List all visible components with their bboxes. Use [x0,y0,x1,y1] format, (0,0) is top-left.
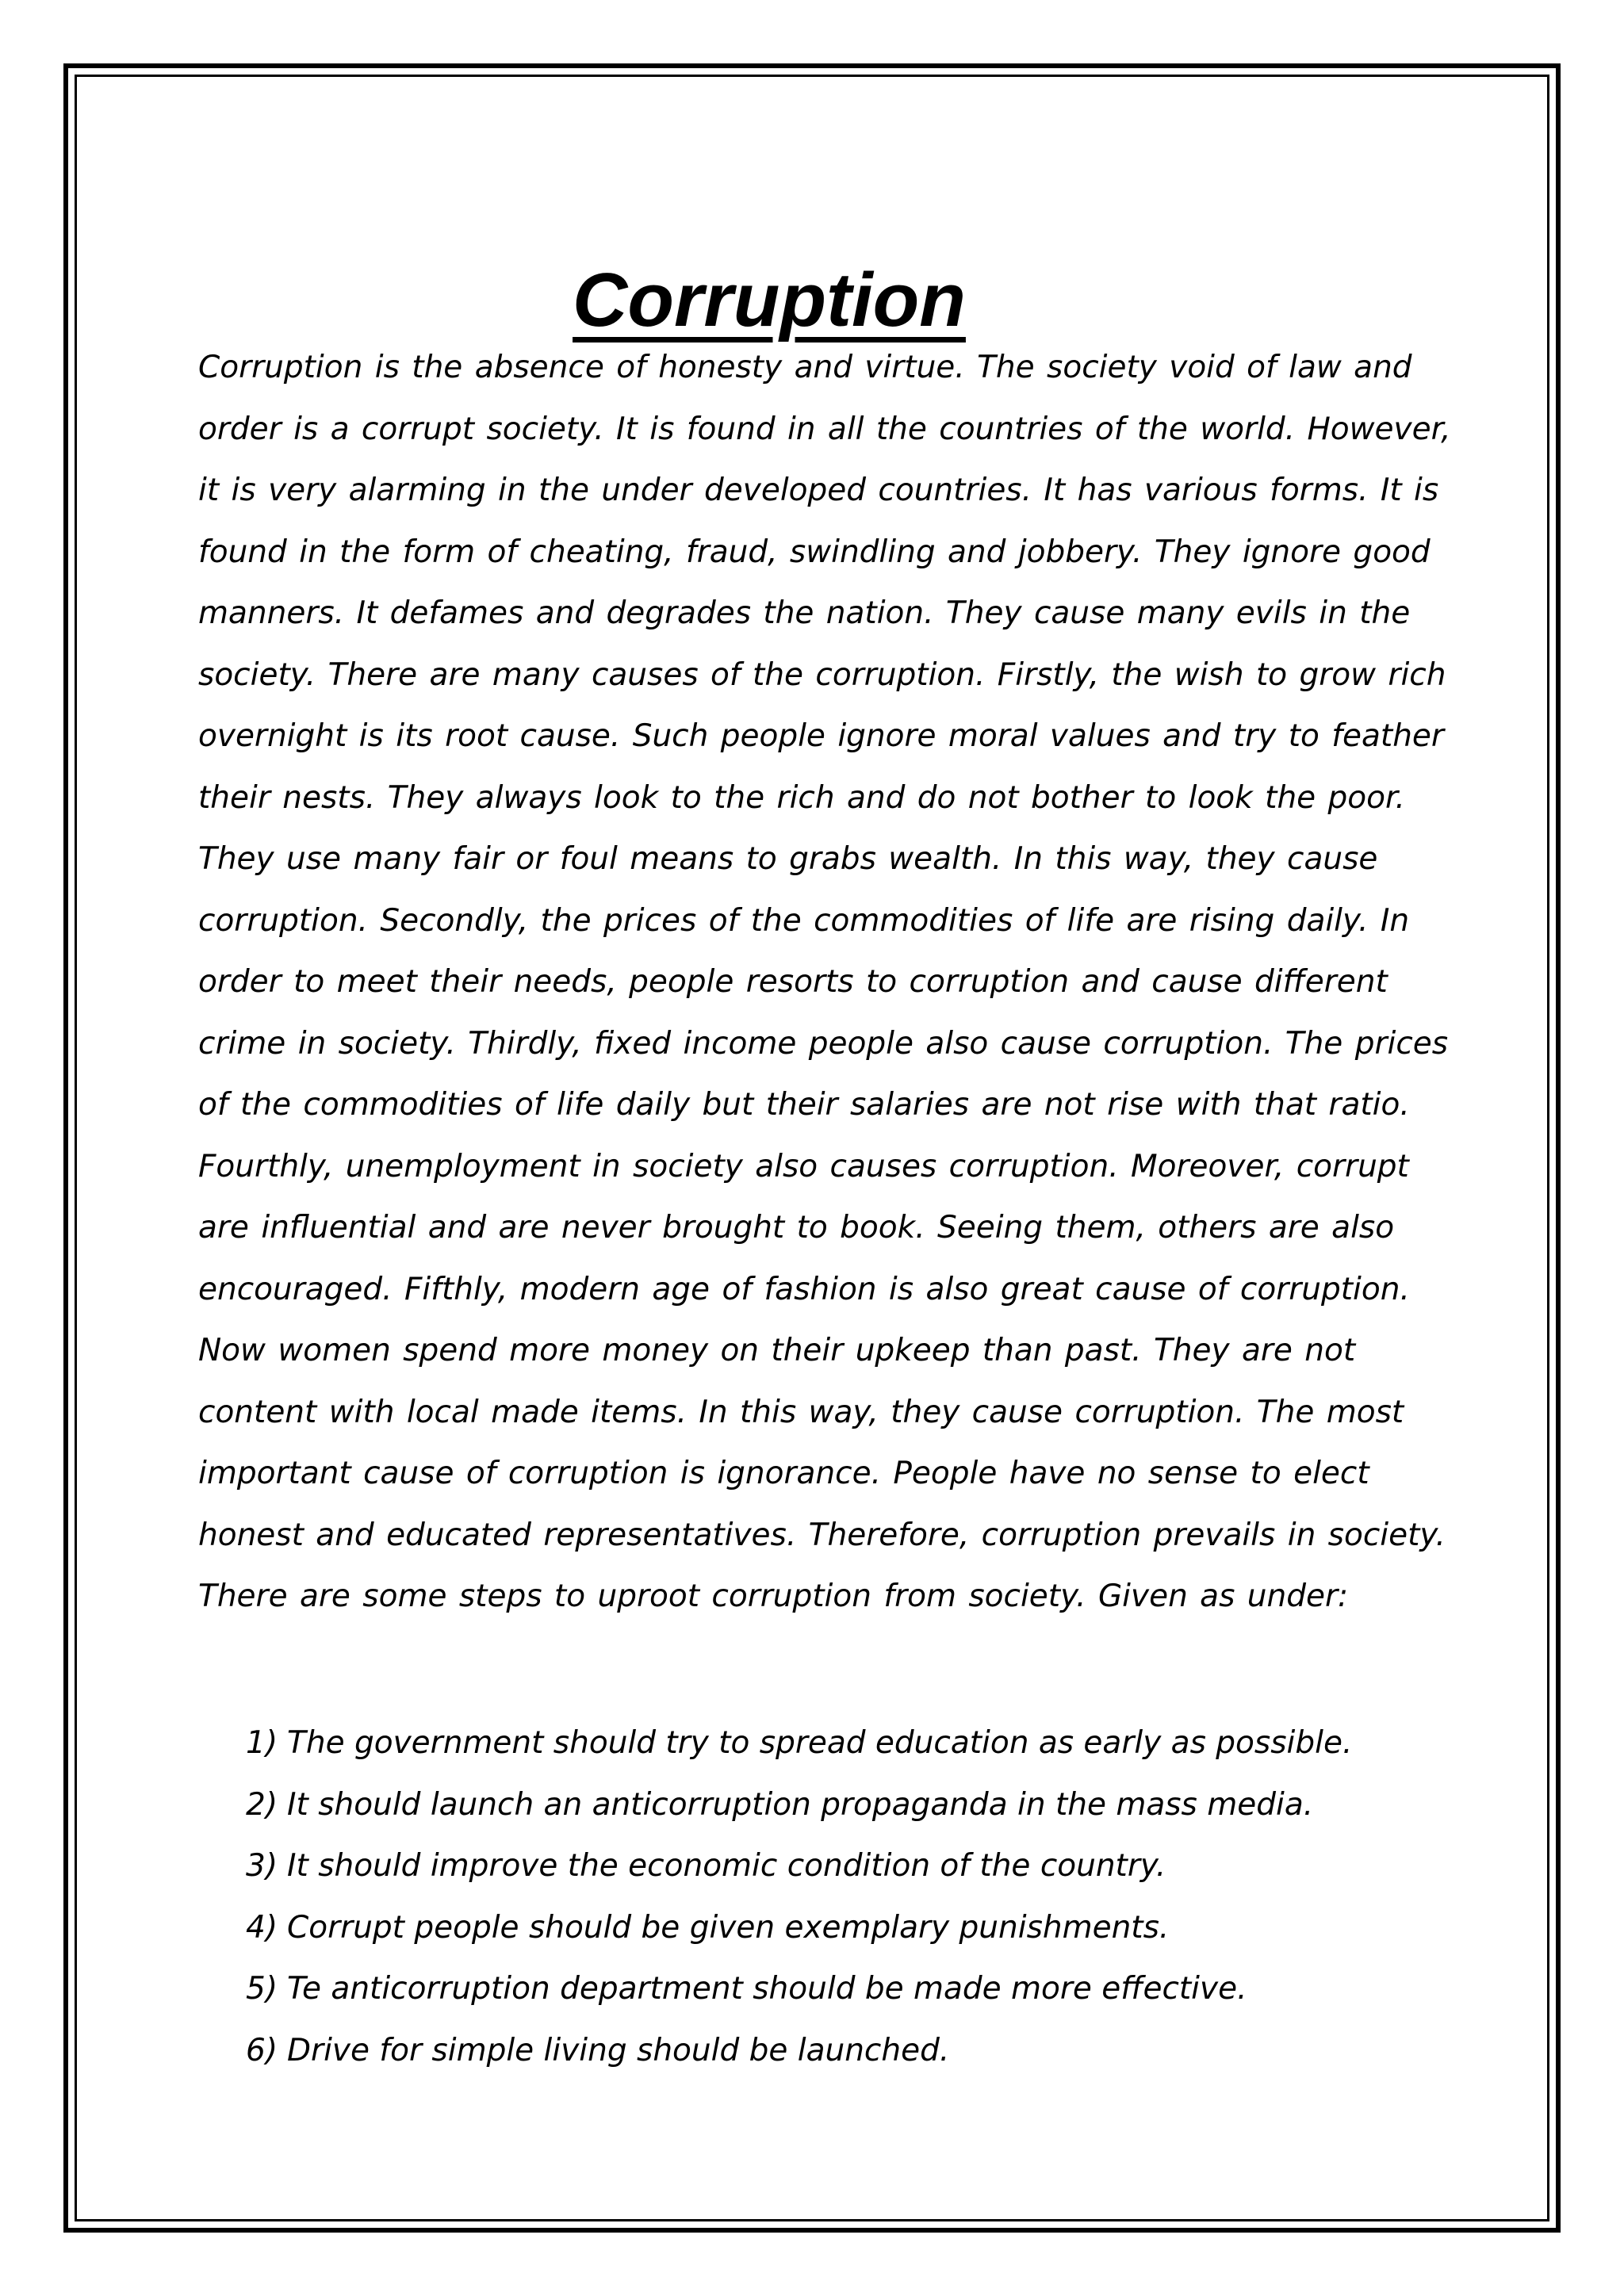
step-number: 6) [246,2032,278,2068]
step-text: It should improve the economic condition of the country. [287,1848,1166,1884]
essay-paragraph: Corruption is the absence of honesty and virtue. The society void of law and order is a corrupt society. It is found in all the countries of the world. However, it is very alarming in the under developed countries. It has various forms. It is found in the form of cheating, fraud, swindling and jobbery. They ignore good manners. It defames and degrades the nation. They cause many evils in the society. There are many causes of the corruption. Firstly, the wish to grow rich overnight is its root cause. Such people ignore moral values and try to feather their nests. They always look to the rich and do not bother to look the poor. They use many fair or foul means to grabs wealth. In this way, they cause corruption. Secondly, the prices of the commodities of life are rising daily. In order to meet their needs, people resorts to corruption and cause different crime in society. Thirdly, fixed income people also cause corruption. The prices of the commodities of life daily but their salaries are not rise with that ratio. Fourthly, unemployment in society also causes corruption. Moreover, corrupt are influential and are never brought to book. Seeing them, others are also encouraged. Fifthly, modern age of fashion is also great cause of corruption. Now women spend more money on their upkeep than past. They are not content with local made items. In this way, they cause corruption. The most important cause of corruption is ignorance. People have no sense to elect honest and educated representatives. Therefore, corruption prevails in society. There are some steps to uproot corruption from society. Given as under: [198,350,1451,1614]
step-text: Corrupt people should be given exemplary punishments. [287,1909,1170,1946]
step-text: Drive for simple living should be launched. [287,2032,950,2068]
page-title: Corruption [573,258,966,343]
step-number: 2) [246,1786,278,1823]
step-number: 5) [246,1971,278,2007]
step-text: Te anticorruption department should be made more effective. [287,1971,1247,2007]
step-number: 4) [246,1909,278,1946]
step-number: 3) [246,1848,278,1884]
list-item [246,1897,1483,1959]
list-item [246,1958,1483,2020]
step-text: The government should try to spread education as early as possible. [287,1725,1353,1761]
list-item [246,2020,1483,2082]
list-item [246,1712,1483,1774]
step-text: It should launch an anticorruption propaganda in the mass media. [287,1786,1314,1823]
list-item [246,1835,1483,1897]
step-number: 1) [246,1725,278,1761]
list-item [246,1774,1483,1836]
steps-list [246,1712,1483,2081]
